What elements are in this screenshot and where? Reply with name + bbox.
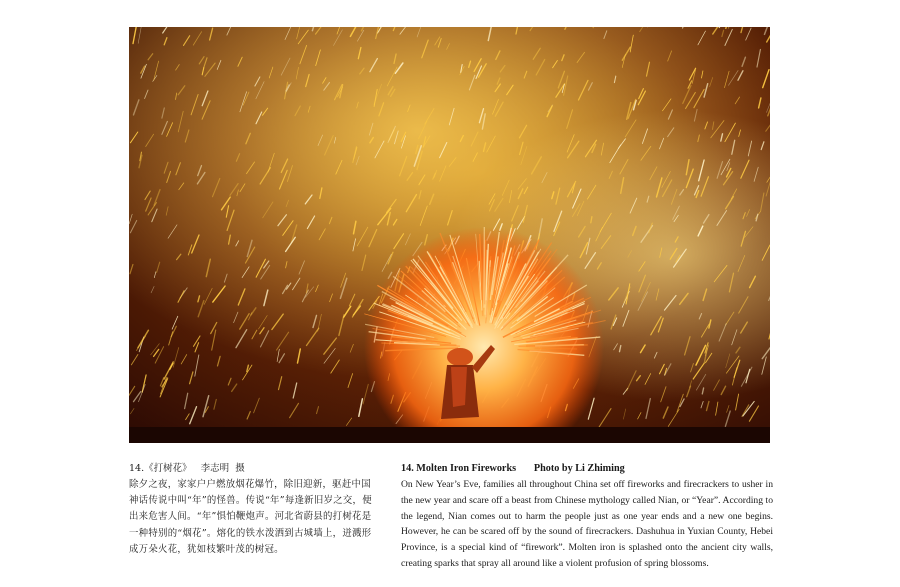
city-wall-silhouette (129, 427, 770, 443)
english-body: On New Year’s Eve, families all throughout China set off fireworks and firecrackers to usher in the new year and scare off a beast from Chinese mythology called Nian, or “Year”. According to the legend, Nian comes out to harm the people just as one year ends and a new one begins. However, he can be scared off by the sound of firecrackers. Dashuhua in Yuxian County, Hebei Province, is a special kind of “firework”. Molten iron is splashed onto the ancient city walls, creating sparks that spray all around like a violent profusion of spring blossoms. (401, 479, 773, 569)
burst-ray (485, 240, 486, 304)
chinese-caption: 14.《打树花》 李志明 摄 (129, 463, 245, 474)
english-text-column (401, 461, 773, 572)
english-caption: 14. Molten Iron Fireworks Photo by Li Zhiming (401, 463, 625, 474)
chinese-text-column (129, 460, 379, 558)
molten-iron-fireworks-photo (129, 27, 770, 443)
chinese-body: 除夕之夜，家家户户燃放烟花爆竹，除旧迎新，驱赶中国神话传说中叫“年”的怪兽。传说“年”每逢新旧岁之交，便出来危害人间。“年”惧怕鞭炮声。河北省蔚县的打树花是一种特别的“烟花”。熔化的铁水泼洒到古城墙上，迸溅形成万朵火花，犹如枝繁叶茂的树冠。 (129, 479, 372, 555)
